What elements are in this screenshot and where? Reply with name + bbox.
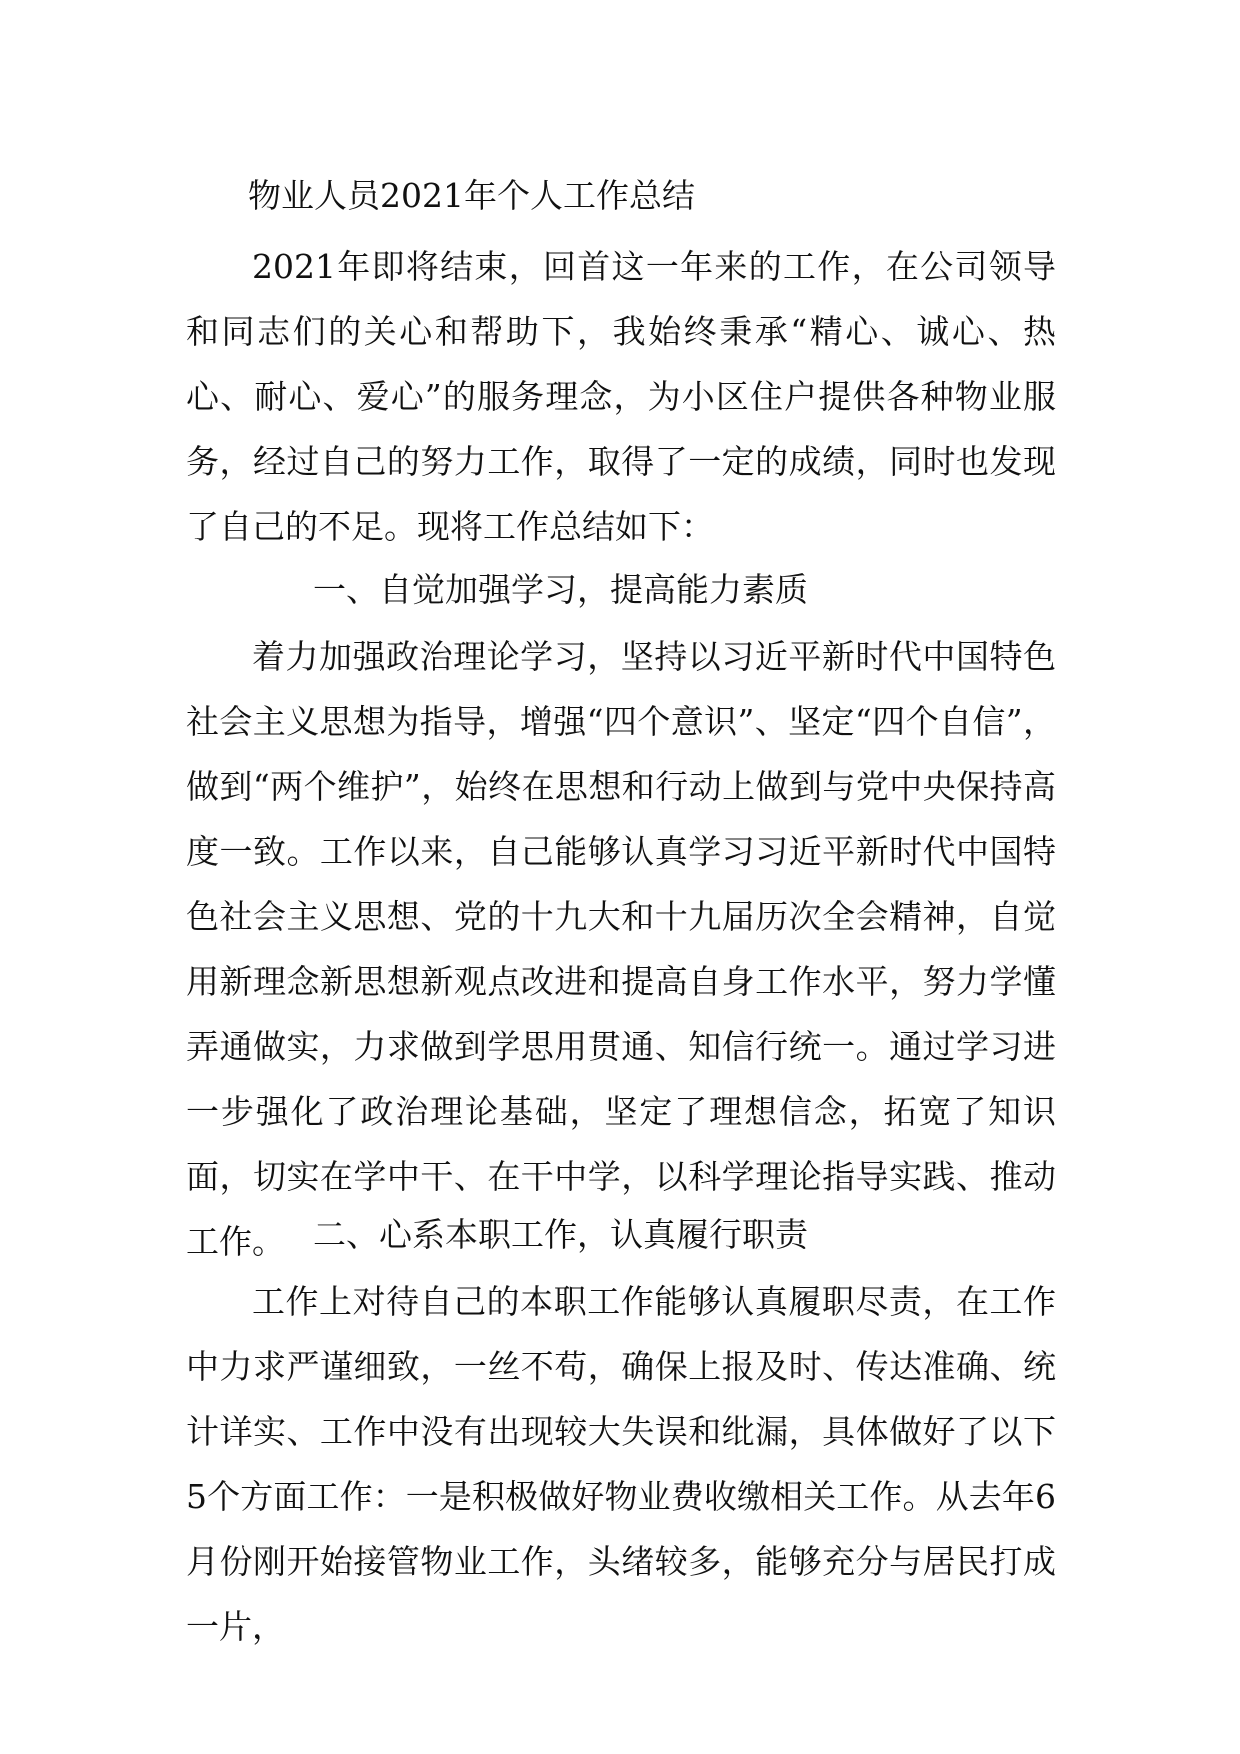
section-2-paragraph: 工作上对待自己的本职工作能够认真履职尽责，在工作中力求严谨细致，一丝不苟，确保上报及时、传达准确、统计详实、工作中没有出现较大失误和纰漏，具体做好了以下5个方面工作：一是积极做好物业费收缴相关工作。从去年6月份刚开始接管物业工作，头绪较多，能够充分与居民打成一片， bbox=[186, 1282, 1056, 1646]
section-1-heading: 一、自觉加强学习，提高能力素质 bbox=[313, 570, 808, 609]
section-1-paragraph: 着力加强政治理论学习，坚持以习近平新时代中国特色社会主义思想为指导，增强“四个意识”、坚定“四个自信”，做到“两个维护”，始终在思想和行动上做到与党中央保持高度一致。工作以来，自己能够认真学习习近平新时代中国特色社会主义思想、党的十九大和十九届历次全会精神，自觉用新理念新思想新观点改进和提高自身工作水平，努力学懂弄通做实，力求做到学思用贯通、知信行统一。通过学习进一步强化了政治理论基础，坚定了理想信念，拓宽了知识面，切实在学中干、在干中学，以科学理论指导实践、推动工作。 bbox=[186, 637, 1056, 1261]
document-title: 物业人员2021年个人工作总结 bbox=[248, 176, 695, 215]
section-2-heading: 二、心系本职工作，认真履行职责 bbox=[313, 1215, 808, 1254]
intro-paragraph: 2021年即将结束，回首这一年来的工作，在公司领导和同志们的关心和帮助下，我始终秉承“精心、诚心、热心、耐心、爱心”的服务理念，为小区住户提供各种物业服务，经过自己的努力工作，取得了一定的成绩，同时也发现了自己的不足。现将工作总结如下： bbox=[186, 247, 1056, 546]
